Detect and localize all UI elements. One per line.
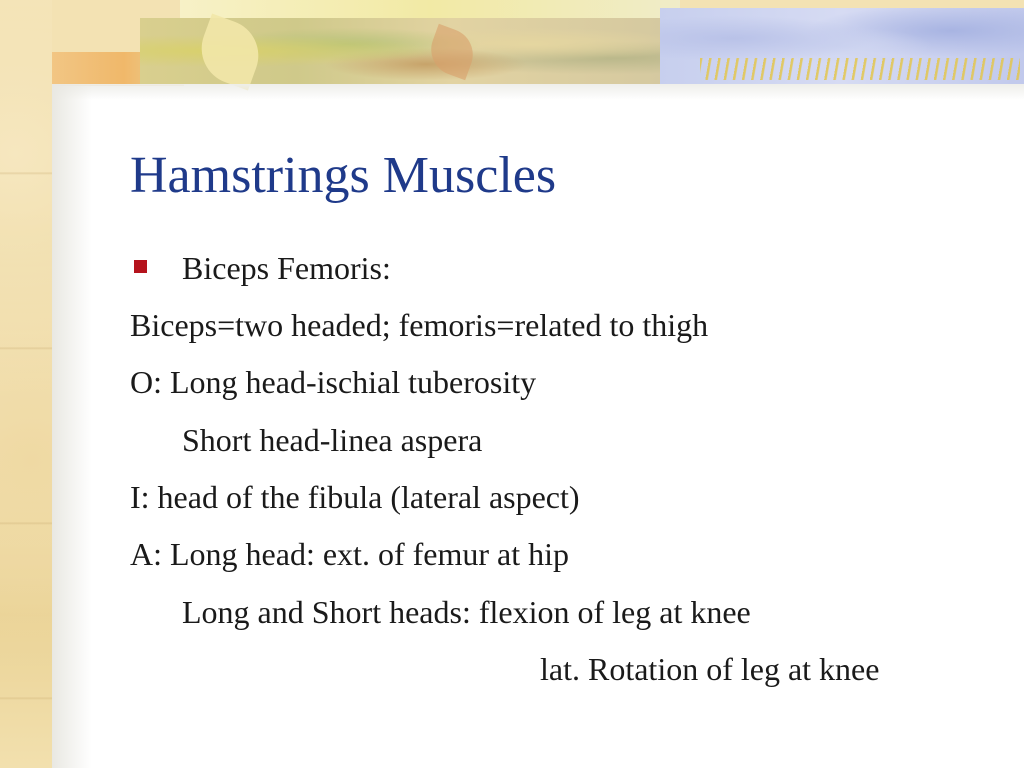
decorative-left-fade [52, 84, 92, 768]
body-line: O: Long head-ischial tuberosity [130, 364, 537, 400]
body-line: Short head-linea aspera [182, 422, 483, 458]
body-line: A: Long head: ext. of femur at hip [130, 536, 569, 572]
body-line: lat. Rotation of leg at knee [540, 651, 880, 687]
bullet-heading: Biceps Femoris: [182, 250, 391, 286]
decorative-banner-pale [180, 0, 680, 20]
bullet-square-icon [134, 260, 147, 273]
slide-title: Hamstrings Muscles [130, 147, 557, 204]
body-line: I: head of the fibula (lateral aspect) [130, 479, 580, 515]
body-line: Long and Short heads: flexion of leg at knee [182, 594, 751, 630]
decorative-shadow [52, 84, 1024, 100]
decorative-left-strip [0, 0, 52, 768]
decorative-banner-grass [700, 58, 1020, 80]
body-line: Biceps=two headed; femoris=related to thigh [130, 307, 709, 343]
